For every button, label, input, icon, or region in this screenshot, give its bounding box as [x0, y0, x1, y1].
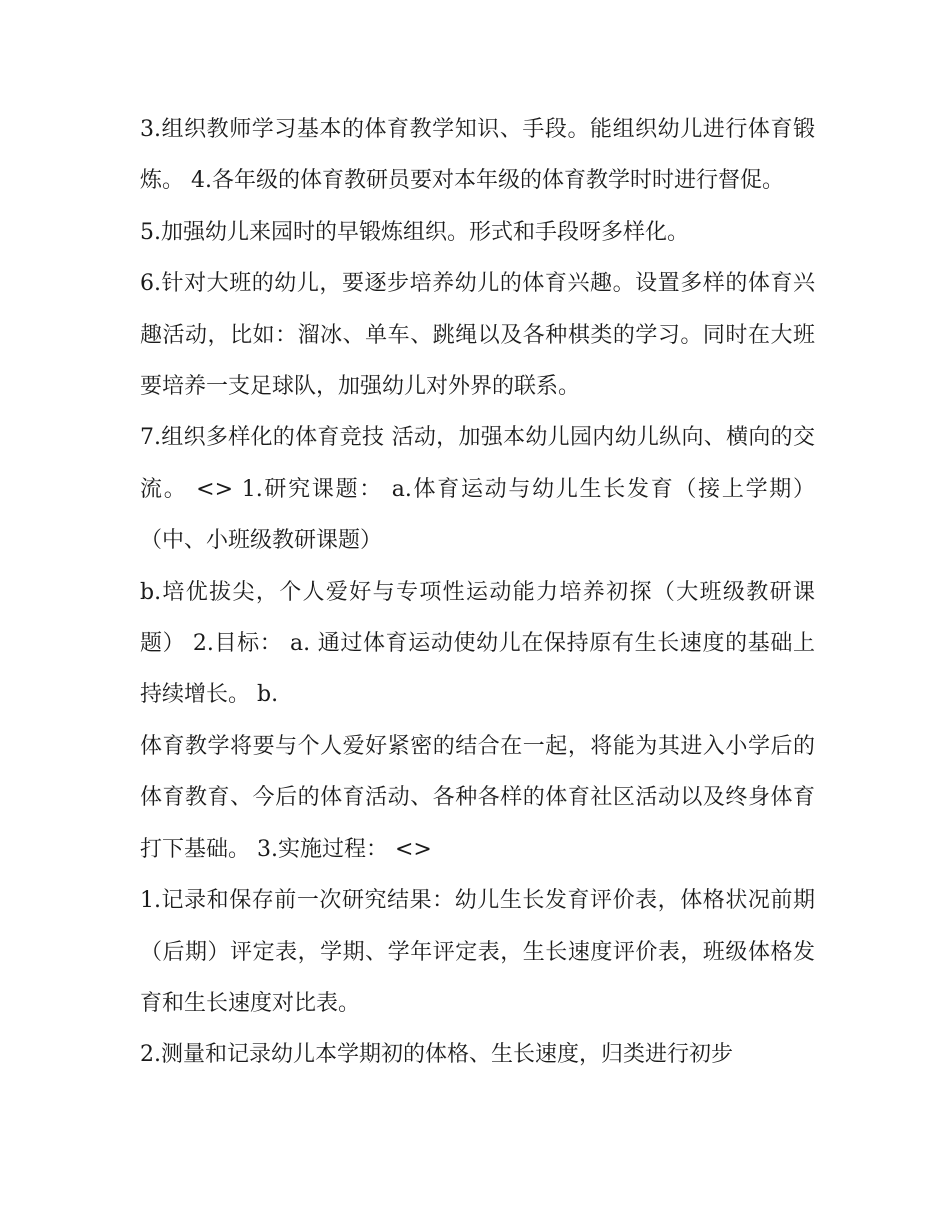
document-body: [140, 104, 815, 1081]
paragraph-item-6: 6.针对大班的幼儿，要逐步培养幼儿的体育兴趣。设置多样的体育兴趣活动，比如：溜冰、单车、跳绳以及各种棋类的学习。同时在大班要培养一支足球队，加强幼儿对外界的联系。: [140, 271, 815, 400]
paragraph-sports-education: 体育教学将要与个人爱好紧密的结合在一起，将能为其进入小学后的体育教育、今后的体育活动、各种各样的体育社区活动以及终身体育打下基础。 3.实施过程： <>: [140, 733, 815, 862]
paragraph-step-1: 1.记录和保存前一次研究结果：幼儿生长发育评价表，体格状况前期（后期）评定表，学期、学年评定表，生长速度评价表，班级体格发育和生长速度对比表。: [140, 888, 815, 1016]
paragraph-item-7: 7.组织多样化的体育竞技 活动，加强本幼儿园内幼儿纵向、横向的交流。 <> 1.研究课题： a.体育运动与幼儿生长发育（接上学期）（中、小班级教研课题）: [140, 425, 815, 554]
paragraph-item-5: 5.加强幼儿来园时的早锻炼组织。形式和手段呀多样化。: [140, 219, 689, 245]
paragraph-research-b: b.培优拔尖，个人爱好与专项性运动能力培养初探（大班级教研课题） 2.目标： a. 通过体育运动使幼儿在保持原有生长速度的基础上持续增长。 b.: [140, 579, 815, 708]
paragraph-item-3: 3.组织教师学习基本的体育教学知识、手段。能组织幼儿进行体育锻炼。 4.各年级的体育教研员要对本年级的体育教学时时进行督促。: [140, 117, 815, 194]
paragraph-step-2: 2.测量和记录幼儿本学期初的体格、生长速度，归类进行初步: [140, 1042, 733, 1068]
